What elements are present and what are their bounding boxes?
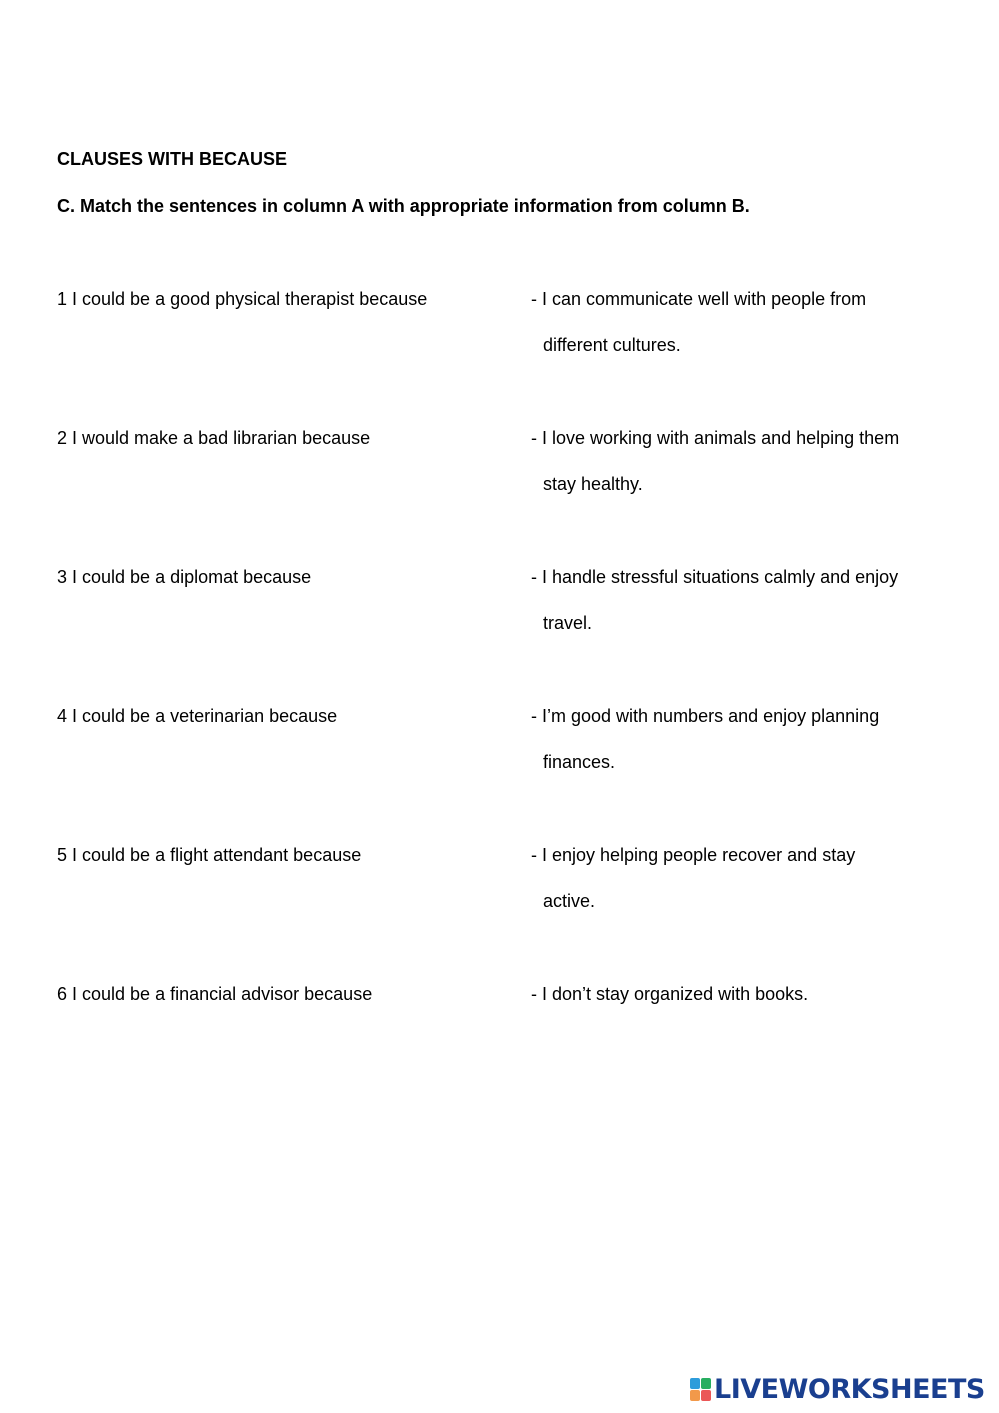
column-b-option-1-line-1: - I can communicate well with people from — [531, 289, 867, 309]
column-a-sentence-3: 3 I could be a diplomat because — [57, 567, 312, 587]
match-row-5 — [57, 844, 957, 934]
column-b-option-2 — [531, 427, 899, 495]
match-row-3 — [57, 566, 957, 656]
column-b-option-2-line-2: stay healthy. — [543, 474, 643, 494]
column-a-sentence-2: 2 I would make a bad librarian because — [57, 428, 371, 448]
liveworksheets-logo-text: LIVEWORKSHEETS — [714, 1373, 985, 1405]
column-b-option-1-line-2: different cultures. — [543, 335, 681, 355]
worksheet-instruction: C. Match the sentences in column A with appropriate information from column B. — [57, 196, 750, 216]
match-row-4 — [57, 705, 957, 795]
column-b-option-4-line-2: finances. — [543, 752, 616, 772]
column-b-option-6 — [531, 983, 808, 1005]
logo-square-1 — [690, 1378, 700, 1389]
logo-square-3 — [690, 1390, 700, 1401]
column-b-option-2-line-1: - I love working with animals and helping them — [531, 428, 900, 448]
column-a-sentence-1: 1 I could be a good physical therapist because — [57, 289, 428, 309]
column-b-option-5-line-2: active. — [543, 891, 596, 911]
match-row-1 — [57, 288, 957, 378]
column-b-option-3 — [531, 566, 898, 634]
column-b-option-4-line-1: - I’m good with numbers and enjoy planning — [531, 706, 880, 726]
logo-square-4 — [701, 1390, 711, 1401]
column-b-option-6-line-1: - I don’t stay organized with books. — [531, 984, 809, 1004]
liveworksheets-logo-icon — [690, 1378, 710, 1400]
column-b-option-5 — [531, 844, 855, 912]
column-b-option-5-line-1: - I enjoy helping people recover and stay — [531, 845, 856, 865]
column-a-sentence-6: 6 I could be a financial advisor because — [57, 984, 373, 1004]
column-b-option-3-line-1: - I handle stressful situations calmly and enjoy — [531, 567, 899, 587]
worksheet-title: CLAUSES WITH BECAUSE — [57, 149, 288, 169]
liveworksheets-logo — [690, 1371, 985, 1407]
match-row-6 — [57, 983, 957, 1073]
column-b-option-3-line-2: travel. — [543, 613, 593, 633]
column-a-sentence-4: 4 I could be a veterinarian because — [57, 706, 338, 726]
column-b-option-4 — [531, 705, 879, 773]
match-row-2 — [57, 427, 957, 517]
column-b-option-1 — [531, 288, 866, 356]
column-a-sentence-5: 5 I could be a flight attendant because — [57, 845, 362, 865]
logo-square-2 — [701, 1378, 711, 1389]
